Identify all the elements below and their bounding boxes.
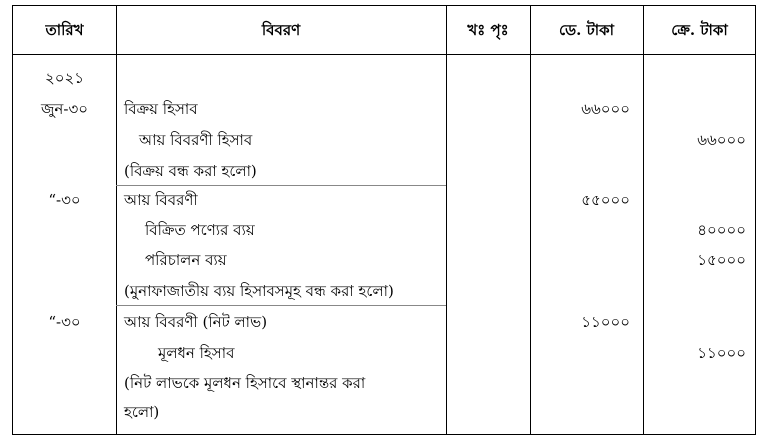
column-divider <box>530 6 531 434</box>
column-divider <box>116 6 117 434</box>
credit-account: মূলধন হিসাব <box>158 344 235 362</box>
credit-amount: ১১০০০ <box>697 344 746 362</box>
header-description: বিবরণ <box>261 21 301 39</box>
narration: (মুনাফাজাতীয় ব্যয় হিসাবসমূহ বন্ধ করা হলো) <box>124 282 394 300</box>
debit-amount: ৬৬০০০ <box>581 100 630 118</box>
credit-account: বিক্রিত পণ্যের ব্যয় <box>145 221 255 239</box>
entry-year: ২০২১ <box>45 69 84 87</box>
credit-amount: ৬৬০০০ <box>697 131 746 149</box>
header-debit: ডে. টাকা <box>559 21 614 39</box>
header-divider <box>13 54 755 55</box>
credit-amount: ১৫০০০ <box>697 251 746 269</box>
credit-account: পরিচালন ব্যয় <box>145 251 227 269</box>
debit-amount: ৫৫০০০ <box>581 191 630 209</box>
debit-account: আয় বিবরণী (নিট লাভ) <box>124 313 268 331</box>
debit-amount: ১১০০০ <box>581 313 630 331</box>
entry-date: “-৩০ <box>48 191 81 209</box>
header-date: তারিখ <box>45 21 84 39</box>
credit-account: আয় বিবরণী হিসাব <box>139 131 253 149</box>
entry-date: জুন-৩০ <box>41 100 88 118</box>
header-ledger-page: খঃ পৃঃ <box>467 21 509 39</box>
entry-date: “-৩০ <box>48 313 81 331</box>
column-divider <box>446 6 447 434</box>
entry-separator <box>116 305 446 306</box>
narration: হলো) <box>124 403 160 421</box>
credit-amount: ৪০০০০ <box>697 221 746 239</box>
debit-account: আয় বিবরণী <box>124 191 198 209</box>
narration: (বিক্রয় বন্ধ করা হলো) <box>124 162 257 180</box>
journal-table <box>12 5 756 435</box>
entry-separator <box>116 185 446 186</box>
debit-account: বিক্রয় হিসাব <box>124 100 198 118</box>
narration: (নিট লাভকে মূলধন হিসাবে স্থানান্তর করা <box>124 374 366 392</box>
header-credit: ক্রে. টাকা <box>671 21 728 39</box>
